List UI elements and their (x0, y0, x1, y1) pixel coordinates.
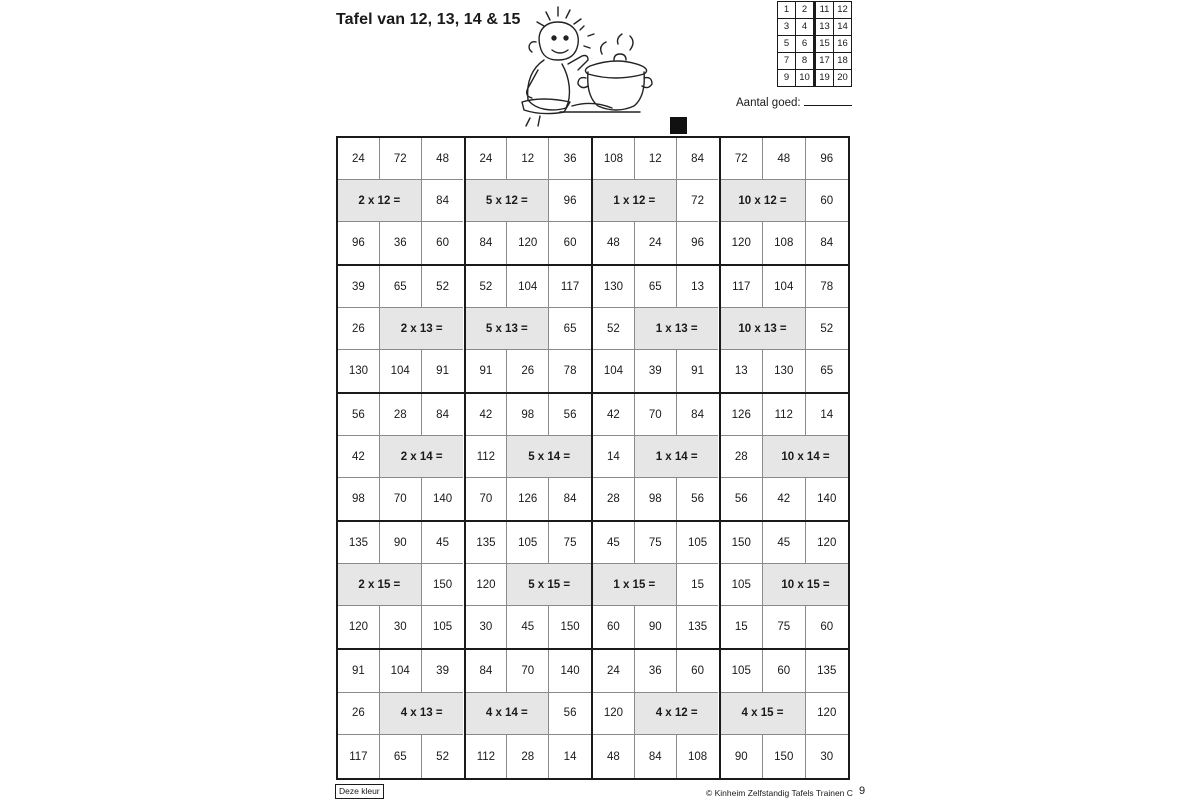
score-row (778, 53, 852, 70)
answer-cell[interactable]: 75 (635, 522, 677, 564)
answer-cell[interactable]: 52 (422, 266, 464, 308)
score-number-cell[interactable]: 7 (778, 53, 796, 70)
multiplication-question: 5 x 15 = (507, 564, 591, 606)
answer-cell[interactable]: 72 (380, 138, 422, 180)
answer-cell[interactable]: 65 (549, 308, 591, 350)
answer-cell[interactable]: 56 (338, 394, 380, 436)
multiplication-question: 4 x 13 = (380, 693, 464, 736)
answer-cell[interactable]: 120 (593, 693, 635, 736)
answer-cell[interactable]: 36 (635, 650, 677, 693)
score-row (778, 19, 852, 36)
answer-cell[interactable]: 150 (549, 606, 591, 648)
cartoon-chef-illustration (510, 6, 660, 128)
puzzle-block (593, 522, 721, 650)
answer-cell[interactable]: 48 (593, 735, 635, 778)
answer-cell[interactable]: 98 (338, 478, 380, 520)
answer-cell[interactable]: 150 (422, 564, 464, 606)
answer-cell[interactable]: 105 (422, 606, 464, 648)
multiplication-question: 4 x 12 = (635, 693, 719, 736)
answer-cell[interactable]: 140 (549, 650, 591, 693)
score-number-cell[interactable]: 8 (796, 53, 815, 70)
score-number-cell[interactable]: 18 (834, 53, 852, 70)
puzzle-block (466, 266, 594, 394)
puzzle-block (338, 394, 466, 522)
score-number-cell[interactable]: 13 (815, 19, 834, 36)
answer-cell[interactable]: 65 (380, 266, 422, 308)
answer-cell[interactable]: 120 (721, 222, 764, 264)
multiplication-question: 2 x 13 = (380, 308, 464, 350)
answer-cell[interactable]: 56 (549, 394, 591, 436)
answer-cell[interactable]: 91 (677, 350, 719, 392)
puzzle-block (593, 394, 721, 522)
answer-cell[interactable]: 45 (763, 522, 806, 564)
answer-cell[interactable]: 84 (422, 394, 464, 436)
answer-cell[interactable]: 72 (677, 180, 719, 222)
puzzle-block (466, 138, 594, 266)
answer-cell[interactable]: 72 (721, 138, 764, 180)
puzzle-block (466, 650, 594, 778)
answer-cell[interactable]: 15 (721, 606, 764, 648)
score-number-cell[interactable]: 16 (834, 36, 852, 53)
answer-cell[interactable]: 36 (380, 222, 422, 264)
score-number-cell[interactable]: 11 (815, 2, 834, 19)
score-row (778, 2, 852, 19)
score-row (778, 70, 852, 87)
score-number-cell[interactable]: 2 (796, 2, 815, 19)
answer-cell[interactable]: 112 (466, 735, 508, 778)
multiplication-question: 1 x 12 = (593, 180, 677, 222)
answer-cell[interactable]: 105 (507, 522, 549, 564)
puzzle-block (466, 522, 594, 650)
answer-cell[interactable]: 60 (422, 222, 464, 264)
score-number-cell[interactable]: 19 (815, 70, 834, 87)
answer-cell[interactable]: 24 (635, 222, 677, 264)
answer-cell[interactable]: 70 (466, 478, 508, 520)
puzzle-block (593, 266, 721, 394)
multiplication-question: 2 x 15 = (338, 564, 422, 606)
puzzle-block (721, 266, 849, 394)
answer-cell[interactable]: 90 (380, 522, 422, 564)
answer-cell[interactable]: 42 (338, 436, 380, 478)
answer-cell[interactable]: 104 (593, 350, 635, 392)
answer-cell[interactable]: 45 (422, 522, 464, 564)
answer-cell[interactable]: 112 (466, 436, 508, 478)
answer-cell[interactable]: 52 (806, 308, 849, 350)
answer-cell[interactable]: 60 (549, 222, 591, 264)
multiplication-question: 10 x 12 = (721, 180, 806, 222)
answer-cell[interactable]: 39 (635, 350, 677, 392)
answer-cell[interactable]: 15 (677, 564, 719, 606)
answer-cell[interactable]: 26 (507, 350, 549, 392)
answer-cell[interactable]: 104 (380, 350, 422, 392)
answer-cell[interactable]: 135 (466, 522, 508, 564)
puzzle-block (593, 138, 721, 266)
answer-cell[interactable]: 13 (721, 350, 764, 392)
answer-cell[interactable]: 91 (466, 350, 508, 392)
answer-cell[interactable]: 130 (763, 350, 806, 392)
answer-cell[interactable]: 28 (380, 394, 422, 436)
answer-cell[interactable]: 60 (806, 180, 849, 222)
copyright: © Kinheim Zelfstandig Tafels Trainen C (706, 788, 853, 798)
answer-cell[interactable]: 65 (635, 266, 677, 308)
answer-cell[interactable]: 28 (507, 735, 549, 778)
score-number-cell[interactable]: 15 (815, 36, 834, 53)
answer-cell[interactable]: 108 (763, 222, 806, 264)
score-number-cell[interactable]: 12 (834, 2, 852, 19)
score-row (778, 36, 852, 53)
answer-cell[interactable]: 130 (593, 266, 635, 308)
answer-cell[interactable]: 140 (422, 478, 464, 520)
answer-cell[interactable]: 14 (806, 394, 849, 436)
puzzle-block (338, 522, 466, 650)
puzzle-block (466, 394, 594, 522)
score-number-cell[interactable]: 4 (796, 19, 815, 36)
color-key-box[interactable]: Deze kleur (335, 784, 384, 799)
answer-cell[interactable]: 26 (338, 308, 380, 350)
answer-cell[interactable]: 24 (466, 138, 508, 180)
puzzle-block (338, 650, 466, 778)
puzzle-block (721, 650, 849, 778)
answer-cell[interactable]: 96 (677, 222, 719, 264)
answer-cell[interactable]: 150 (721, 522, 764, 564)
score-number-cell[interactable]: 3 (778, 19, 796, 36)
score-grid (777, 1, 852, 87)
answer-cell[interactable]: 42 (466, 394, 508, 436)
multiplication-question: 10 x 15 = (763, 564, 848, 606)
answer-cell[interactable]: 36 (549, 138, 591, 180)
answer-cell[interactable]: 84 (466, 650, 508, 693)
puzzle-block (338, 138, 466, 266)
answer-cell[interactable]: 105 (677, 522, 719, 564)
answer-cell[interactable]: 45 (507, 606, 549, 648)
answer-cell[interactable]: 112 (763, 394, 806, 436)
puzzle-block (593, 650, 721, 778)
answer-cell[interactable]: 104 (380, 650, 422, 693)
answer-cell[interactable]: 52 (466, 266, 508, 308)
multiplication-question: 5 x 14 = (507, 436, 591, 478)
answer-cell[interactable]: 120 (806, 522, 849, 564)
answer-cell[interactable]: 105 (721, 564, 764, 606)
multiplication-question: 2 x 12 = (338, 180, 422, 222)
multiplication-question: 4 x 15 = (721, 693, 806, 736)
answer-cell[interactable]: 65 (806, 350, 849, 392)
answer-cell[interactable]: 42 (763, 478, 806, 520)
answer-cell[interactable]: 120 (466, 564, 508, 606)
answer-cell[interactable]: 56 (721, 478, 764, 520)
answer-cell[interactable]: 140 (806, 478, 849, 520)
answer-cell[interactable]: 98 (507, 394, 549, 436)
page-title: Tafel van 12, 13, 14 & 15 (336, 11, 521, 28)
puzzle-block (721, 394, 849, 522)
answer-cell[interactable]: 117 (338, 735, 380, 778)
answer-cell[interactable]: 130 (338, 350, 380, 392)
answer-cell[interactable]: 108 (677, 735, 719, 778)
multiplication-question: 5 x 13 = (466, 308, 550, 350)
score-number-cell[interactable]: 10 (796, 70, 815, 87)
answer-cell[interactable]: 56 (549, 693, 591, 736)
answer-cell[interactable]: 84 (635, 735, 677, 778)
answer-cell[interactable]: 24 (338, 138, 380, 180)
answer-cell[interactable]: 12 (507, 138, 549, 180)
answer-cell[interactable]: 12 (635, 138, 677, 180)
answer-cell[interactable]: 120 (338, 606, 380, 648)
answer-cell[interactable]: 70 (507, 650, 549, 693)
answer-cell[interactable]: 45 (593, 522, 635, 564)
answer-cell[interactable]: 90 (635, 606, 677, 648)
answer-cell[interactable]: 104 (763, 266, 806, 308)
puzzle-block (338, 266, 466, 394)
answer-cell[interactable]: 126 (507, 478, 549, 520)
multiplication-question: 5 x 12 = (466, 180, 550, 222)
puzzle-block (721, 138, 849, 266)
answer-cell[interactable]: 90 (721, 735, 764, 778)
multiplication-question: 1 x 14 = (635, 436, 719, 478)
answer-cell[interactable]: 39 (338, 266, 380, 308)
answer-cell[interactable]: 48 (422, 138, 464, 180)
answer-cell[interactable]: 78 (806, 266, 849, 308)
answer-cell[interactable]: 60 (763, 650, 806, 693)
score-number-cell[interactable]: 9 (778, 70, 796, 87)
answer-cell[interactable]: 78 (549, 350, 591, 392)
answer-cell[interactable]: 70 (635, 394, 677, 436)
score-number-cell[interactable]: 5 (778, 36, 796, 53)
answer-cell[interactable]: 30 (806, 735, 849, 778)
answer-cell[interactable]: 13 (677, 266, 719, 308)
answer-cell[interactable]: 26 (338, 693, 380, 736)
answer-cell[interactable]: 52 (593, 308, 635, 350)
answer-cell[interactable]: 96 (338, 222, 380, 264)
answer-cell[interactable]: 96 (549, 180, 591, 222)
answer-cell[interactable]: 120 (806, 693, 849, 736)
answer-cell[interactable]: 60 (677, 650, 719, 693)
answer-cell[interactable]: 52 (422, 735, 464, 778)
answer-cell[interactable]: 65 (380, 735, 422, 778)
answer-cell[interactable]: 105 (721, 650, 764, 693)
answer-cell[interactable]: 126 (721, 394, 764, 436)
score-number-cell[interactable]: 6 (796, 36, 815, 53)
answer-cell[interactable]: 135 (806, 650, 849, 693)
answer-cell[interactable]: 30 (380, 606, 422, 648)
answer-cell[interactable]: 39 (422, 650, 464, 693)
score-number-cell[interactable]: 1 (778, 2, 796, 19)
answer-cell[interactable]: 135 (677, 606, 719, 648)
answer-cell[interactable]: 84 (422, 180, 464, 222)
answer-cell[interactable]: 14 (593, 436, 635, 478)
answer-cell[interactable]: 84 (466, 222, 508, 264)
multiplication-question: 10 x 14 = (763, 436, 848, 478)
answer-cell[interactable]: 135 (338, 522, 380, 564)
score-input-line[interactable] (804, 96, 852, 106)
answer-cell[interactable]: 56 (677, 478, 719, 520)
puzzle-board (336, 136, 850, 780)
answer-cell[interactable]: 75 (763, 606, 806, 648)
answer-cell[interactable]: 117 (549, 266, 591, 308)
score-label: Aantal goed: (736, 97, 801, 109)
score-number-cell[interactable]: 14 (834, 19, 852, 36)
answer-cell[interactable]: 28 (593, 478, 635, 520)
score-number-cell[interactable]: 20 (834, 70, 852, 87)
answer-cell[interactable]: 48 (763, 138, 806, 180)
multiplication-question: 4 x 14 = (466, 693, 550, 736)
score-field (736, 96, 852, 109)
answer-cell[interactable]: 120 (507, 222, 549, 264)
answer-cell[interactable]: 117 (721, 266, 764, 308)
answer-cell[interactable]: 84 (677, 394, 719, 436)
answer-cell[interactable]: 104 (507, 266, 549, 308)
multiplication-question: 2 x 14 = (380, 436, 464, 478)
answer-cell[interactable]: 70 (380, 478, 422, 520)
answer-cell[interactable]: 108 (593, 138, 635, 180)
answer-cell[interactable]: 28 (721, 436, 764, 478)
answer-cell[interactable]: 75 (549, 522, 591, 564)
answer-cell[interactable]: 84 (677, 138, 719, 180)
multiplication-question: 1 x 15 = (593, 564, 677, 606)
answer-cell[interactable]: 14 (549, 735, 591, 778)
multiplication-question: 10 x 13 = (721, 308, 806, 350)
answer-cell[interactable]: 84 (549, 478, 591, 520)
answer-cell[interactable]: 30 (466, 606, 508, 648)
answer-cell[interactable]: 96 (806, 138, 849, 180)
answer-cell[interactable]: 91 (422, 350, 464, 392)
answer-cell[interactable]: 84 (806, 222, 849, 264)
answer-cell[interactable]: 91 (338, 650, 380, 693)
position-marker (670, 117, 687, 134)
answer-cell[interactable]: 24 (593, 650, 635, 693)
answer-cell[interactable]: 48 (593, 222, 635, 264)
answer-cell[interactable]: 98 (635, 478, 677, 520)
multiplication-question: 1 x 13 = (635, 308, 719, 350)
puzzle-block (721, 522, 849, 650)
answer-cell[interactable]: 150 (763, 735, 806, 778)
answer-cell[interactable]: 42 (593, 394, 635, 436)
answer-cell[interactable]: 60 (593, 606, 635, 648)
score-number-cell[interactable]: 17 (815, 53, 834, 70)
page-number: 9 (859, 785, 866, 797)
answer-cell[interactable]: 60 (806, 606, 849, 648)
